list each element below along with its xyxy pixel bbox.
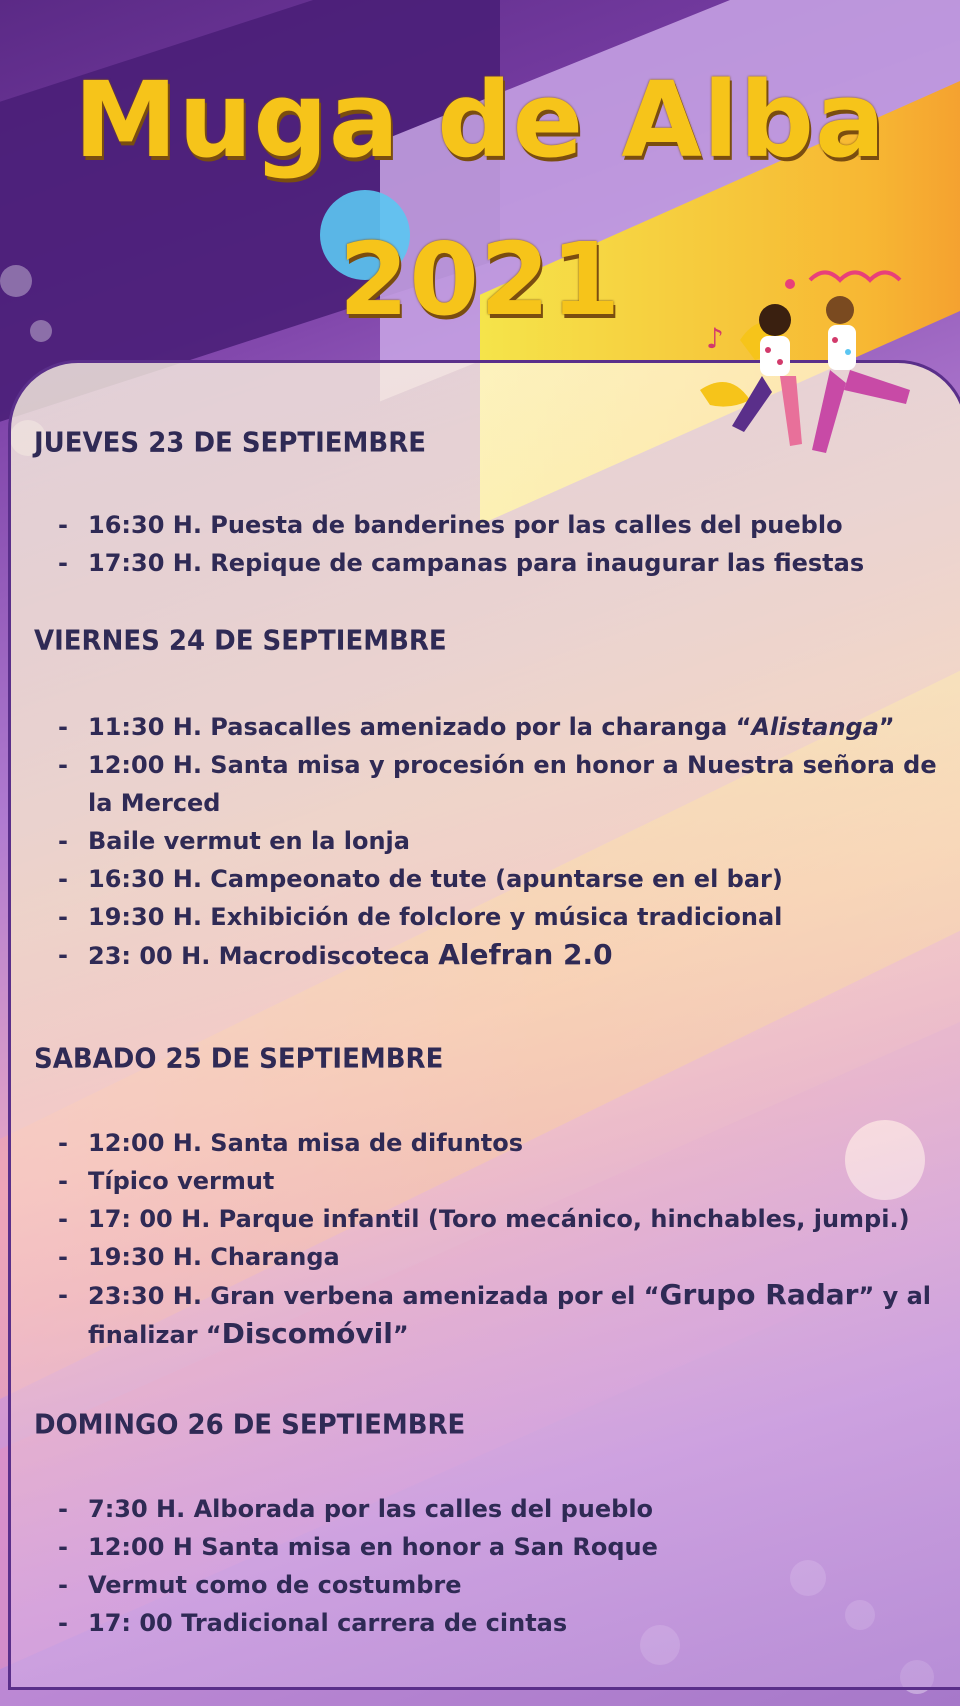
list-item: - 12:00 H. Santa misa y procesión en honor a Nuestra señora de la Merced (58, 746, 938, 822)
day-jueves-list (58, 506, 938, 582)
music-note-icon: ♪ (706, 322, 724, 355)
list-item: - 12:00 H Santa misa en honor a San Roque (58, 1528, 938, 1566)
list-item: - 23:30 H. Gran verbena amenizada por el “Grupo Radar” y al finalizar “Discomóvil” (58, 1276, 938, 1354)
list-item: - 16:30 H. Campeonato de tute (apuntarse en el bar) (58, 860, 938, 898)
event-year: 2021 (338, 221, 622, 338)
day-domingo-list (58, 1490, 938, 1642)
list-item: - 23: 00 H. Macrodiscoteca Alefran 2.0 (58, 936, 938, 975)
day-sabado-list (58, 1124, 938, 1354)
list-item: - 17:30 H. Repique de campanas para inaugurar las fiestas (58, 544, 938, 582)
dancing-couple-illustration (680, 270, 930, 490)
list-item: - Vermut como de costumbre (58, 1566, 938, 1604)
list-item: - 11:30 H. Pasacalles amenizado por la charanga “Alistanga” (58, 708, 938, 746)
day-heading-sabado: SABADO 25 DE SEPTIEMBRE (34, 1043, 444, 1075)
day-heading-jueves: JUEVES 23 DE SEPTIEMBRE (34, 427, 427, 459)
list-item: - 17: 00 Tradicional carrera de cintas (58, 1604, 938, 1642)
list-item: - 16:30 H. Puesta de banderines por las calles del pueblo (58, 506, 938, 544)
event-title: Muga de Alba (73, 59, 887, 181)
list-item: - 12:00 H. Santa misa de difuntos (58, 1124, 938, 1162)
list-item: - 17: 00 H. Parque infantil (Toro mecánico, hinchables, jumpi.) (58, 1200, 938, 1238)
list-item: - 19:30 H. Charanga (58, 1238, 938, 1276)
list-item: - 19:30 H. Exhibición de folclore y música tradicional (58, 898, 938, 936)
day-heading-domingo: DOMINGO 26 DE SEPTIEMBRE (34, 1409, 466, 1441)
list-item: - 7:30 H. Alborada por las calles del pueblo (58, 1490, 938, 1528)
day-heading-viernes: VIERNES 24 DE SEPTIEMBRE (34, 625, 447, 657)
day-viernes-list (58, 708, 938, 975)
list-item: - Baile vermut en la lonja (58, 822, 938, 860)
list-item: - Típico vermut (58, 1162, 938, 1200)
